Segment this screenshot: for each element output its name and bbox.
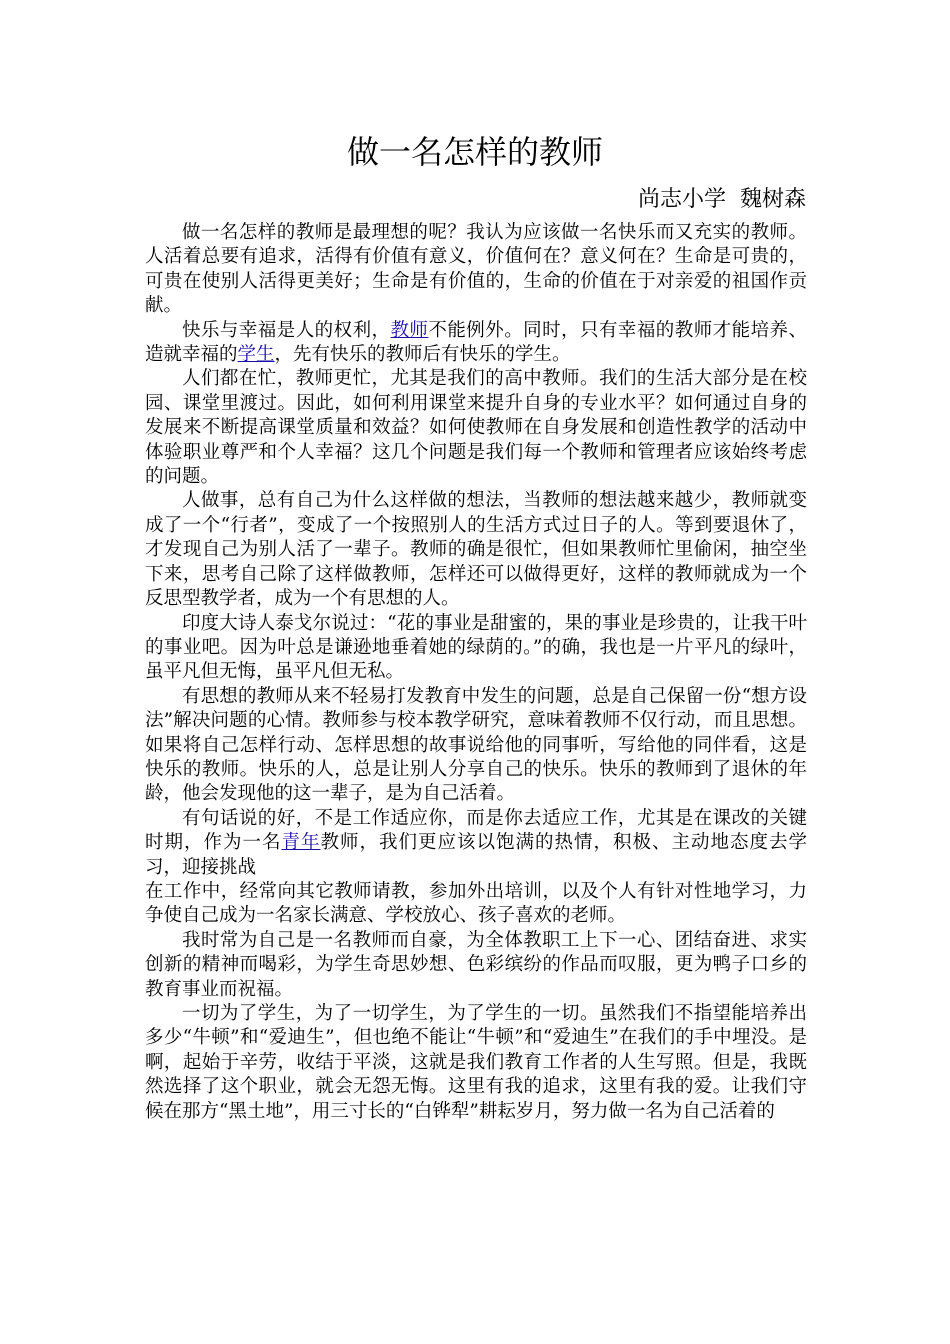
paragraph-text: 教师，我们更应该以饱满的热情，积极、主动地态度去学习，迎接挑战: [145, 832, 807, 878]
paragraph: [145, 929, 807, 1002]
author-line: 尚志小学 魏树森: [638, 187, 806, 212]
paragraph-text: 有句话说的好，不是工作适应你，而是你去适应工作，尤其是在课改的关键时期，作为一名: [145, 807, 807, 854]
paragraph-text: 印度大诗人泰戈尔说过：“花的事业是甜蜜的，果的事业是珍贵的，让我干叶的事业吧。因为叶总是谦逊地垂着她的绿荫的。”的确，我也是一片平凡的绿叶，虽平凡但无悔，虽平凡但无私。: [145, 612, 807, 683]
paragraph-text: 人们都在忙，教师更忙，尤其是我们的高中教师。我们的生活大部分是在校园、课堂里渡过。因此，如何利用课堂来提升自身的专业水平？如何通过自身的发展来不断提高课堂质量和效益？如何使教师在自身发展和创造性教学的活动中体验职业尊严和个人幸福？这几个问题是我们每一个教师和管理者应该始终考虑的问题。: [145, 368, 807, 488]
paragraph-text: 一切为了学生，为了一切学生，为了学生的一切。虽然我们不指望能培养出多少“牛顿”和“爱迪生”，但也绝不能让“牛顿”和“爱迪生”在我们的手中埋没。是啊，起始于辛劳，收结于平淡，这就是我们教育工作者的人生写照。但是，我既然选择了这个职业，就会无怨无悔。这里有我的追求，这里有我的爱。让我们守候在那方“黑土地”，用三寸长的“白铧犁”耕耘岁月，努力做一名为自己活着的: [145, 1003, 807, 1122]
paragraph: [145, 489, 807, 611]
paragraph: [145, 221, 807, 319]
paragraph: [145, 685, 807, 807]
document-title: 做一名怎样的教师: [346, 133, 603, 171]
paragraph-text: ，先有快乐的教师后有快乐的学生。: [274, 344, 571, 366]
paragraph: [145, 1002, 807, 1124]
paragraph-text: 快乐与幸福是人的权利，: [182, 319, 391, 341]
paragraph-text: 人做事，总有自己为什么这样做的想法，当教师的想法越来越少，教师就变成了一个“行者”，变成了一个按照别人的生活方式过日子的人。等到要退休了，才发现自己为别人活了一辈子。教师的确是很忙，但如果教师忙里偷闲，抽空坐下来，思考自己除了这样做教师，怎样还可以做得更好，这样的教师就成为一个反思型教学者，成为一个有思想的人。: [145, 490, 807, 610]
inline-link[interactable]: 教师: [390, 319, 429, 341]
paragraph-text: 做一名怎样的教师是最理想的呢？我认为应该做一名快乐而又充实的教师。人活着总要有追求，活得有价值有意义，价值何在？意义何在？生命是可贵的，可贵在使别人活得更美好；生命是有价值的，生命的价值在于对亲爱的祖国作贡献。: [145, 222, 807, 317]
inline-link[interactable]: 青年: [281, 832, 321, 854]
paragraph-text: 不能例外。同时，只有幸福的教师才能培养、造就幸福的: [145, 319, 807, 366]
paragraph: [145, 319, 807, 368]
paragraph-text: 在工作中，经常向其它教师请教，参加外出培训，以及个人有针对性地学习，力争使自己成为一名家长满意、学校放心、孩子喜欢的老师。: [145, 880, 807, 927]
paragraph-text: 我时常为自己是一名教师而自豪，为全体教职工上下一心、团结奋进、求实创新的精神而喝彩，为学生奇思妙想、色彩缤纷的作品而叹服，更为鸭子口乡的教育事业而祝福。: [145, 929, 807, 1000]
paragraph-text: 有思想的教师从来不轻易打发教育中发生的问题，总是自己保留一份“想方设法”解决问题的心情。教师参与校本教学研究，意味着教师不仅行动，而且思想。如果将自己怎样行动、怎样思想的故事说给他的同事听，写给他的同伴看，这是快乐的教师。快乐的人，总是让别人分享自己的快乐。快乐的教师到了退休的年龄，他会发现他的这一辈子，是为自己活着。: [145, 685, 807, 805]
inline-link[interactable]: 学生: [237, 344, 275, 366]
paragraph: [145, 367, 807, 489]
paragraph: [145, 807, 807, 880]
document-body: [145, 221, 807, 1124]
paragraph: [145, 880, 807, 929]
paragraph: [145, 612, 807, 685]
